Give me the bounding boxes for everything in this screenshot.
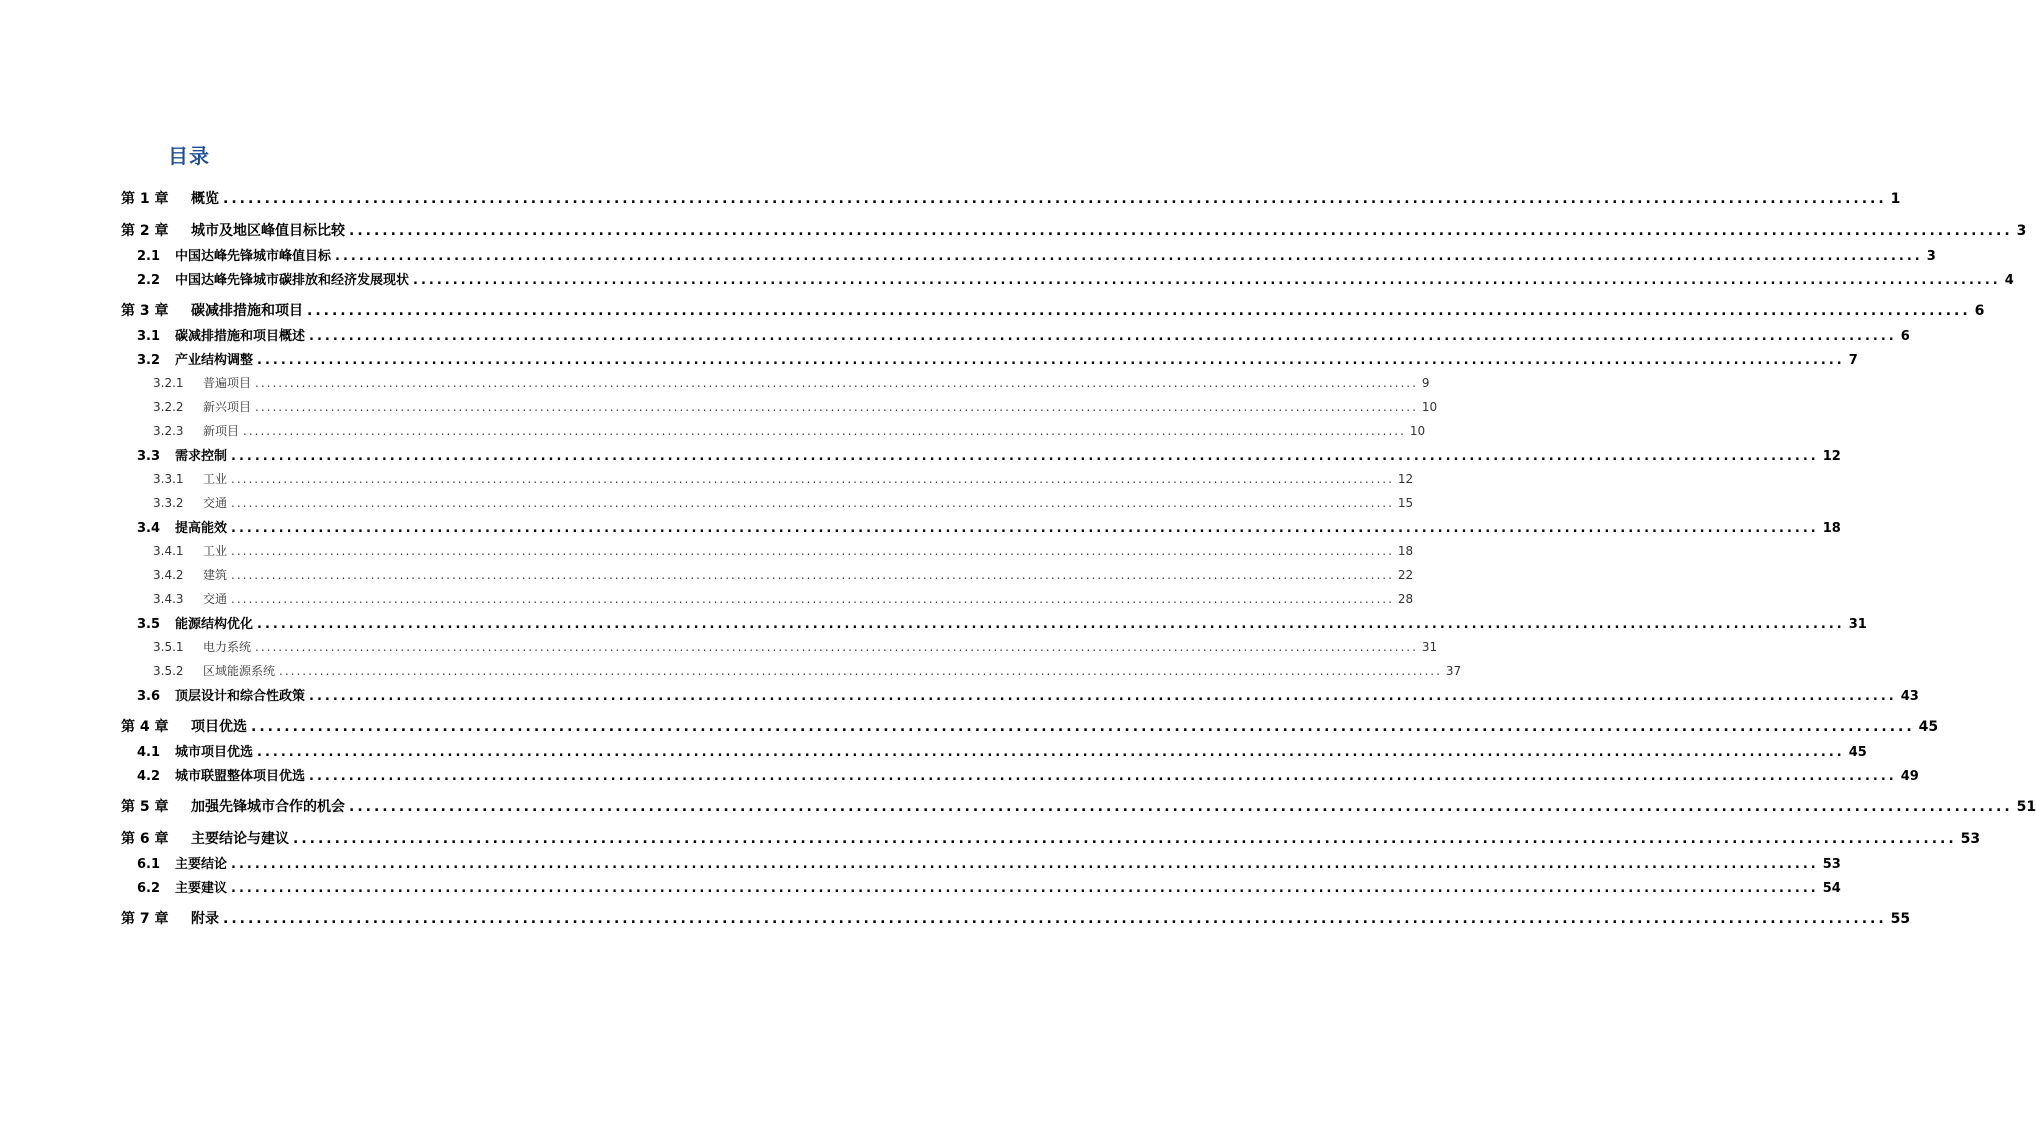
toc-entry-page: 6 xyxy=(1974,303,1985,319)
toc-entry-page: 45 xyxy=(1848,745,1867,760)
toc-entry-page: 12 xyxy=(1822,449,1841,464)
toc-entry-number: 3.2.1 xyxy=(153,376,184,390)
toc-entry-text: 工业 xyxy=(203,472,228,486)
toc-entry-text: 交通 xyxy=(203,496,228,510)
toc-entry-page: 4 xyxy=(2004,273,2014,288)
toc-entry[interactable] xyxy=(121,908,1911,928)
toc-entry[interactable] xyxy=(153,590,1414,607)
toc-entry[interactable] xyxy=(121,796,2036,816)
toc-entry[interactable] xyxy=(137,325,1910,344)
dot-leader: ........................................................................................................................................................................................................ xyxy=(231,881,1819,896)
dot-leader: ........................................................................................................................................................................................................ xyxy=(231,857,1819,872)
toc-entry[interactable] xyxy=(121,300,1985,320)
toc-entry-page: 55 xyxy=(1890,911,1911,927)
toc-entry-number: 3.1 xyxy=(137,329,161,344)
toc-entry-number: 4.1 xyxy=(137,745,161,760)
dot-leader: ........................................................................................................................................................................................................ xyxy=(309,689,1897,704)
dot-leader: ........................................................................................................................................................................................................ xyxy=(335,249,1923,264)
toc-entry-text: 城市项目优选 xyxy=(175,745,254,760)
toc-entry-number: 3.2.3 xyxy=(153,424,184,438)
toc-entry-number: 第 6 章 xyxy=(121,831,169,847)
toc-entry-page: 45 xyxy=(1918,719,1939,735)
toc-entry-number: 3.3.2 xyxy=(153,496,184,510)
toc-entry-number: 3.2.2 xyxy=(153,400,184,414)
toc-entry-page: 43 xyxy=(1900,689,1919,704)
toc-entry-number: 3.5.2 xyxy=(153,664,184,678)
toc-entry[interactable] xyxy=(137,877,1841,896)
dot-leader: ........................................................................................................................................................................................................ xyxy=(231,568,1394,582)
toc-entry-text: 工业 xyxy=(203,544,228,558)
dot-leader: ........................................................................................................................................................................................................ xyxy=(255,640,1418,654)
toc-entry-number: 3.4.3 xyxy=(153,592,184,606)
toc-entry-page: 7 xyxy=(1848,353,1858,368)
toc-entry-number: 3.5.1 xyxy=(153,640,184,654)
dot-leader: ........................................................................................................................................................................................................ xyxy=(231,472,1394,486)
toc-entry[interactable] xyxy=(121,716,1939,736)
toc-entry-text: 加强先锋城市合作的机会 xyxy=(191,799,345,815)
toc-entry-text: 新兴项目 xyxy=(203,400,252,414)
toc-entry[interactable] xyxy=(137,517,1841,536)
toc-entry-number: 3.6 xyxy=(137,689,161,704)
toc-entry[interactable] xyxy=(153,398,1438,415)
dot-leader: ........................................................................................................................................................................................................ xyxy=(349,223,2013,239)
toc-entry[interactable] xyxy=(137,685,1919,704)
toc-entry-page: 28 xyxy=(1397,592,1414,606)
toc-entry[interactable] xyxy=(137,741,1867,760)
toc-entry-number: 第 4 章 xyxy=(121,719,169,735)
toc-entry-text: 主要结论与建议 xyxy=(191,831,289,847)
toc-entry-page: 1 xyxy=(1890,191,1901,207)
toc-entry-page: 12 xyxy=(1397,472,1414,486)
toc-entry-page: 3 xyxy=(2016,223,2027,239)
toc-entry[interactable] xyxy=(121,220,2027,240)
toc-title: 目录 xyxy=(168,144,210,168)
toc-entry-page: 18 xyxy=(1397,544,1414,558)
toc-entry-page: 9 xyxy=(1421,376,1430,390)
toc-entry[interactable] xyxy=(153,494,1414,511)
toc-entry-text: 顶层设计和综合性政策 xyxy=(175,689,306,704)
toc-entry-text: 交通 xyxy=(203,592,228,606)
dot-leader: ........................................................................................................................................................................................................ xyxy=(349,799,2013,815)
toc-entry[interactable] xyxy=(137,245,1936,264)
dot-leader: ........................................................................................................................................................................................................ xyxy=(231,496,1394,510)
toc-entry-number: 第 1 章 xyxy=(121,191,169,207)
toc-entry-page: 53 xyxy=(1822,857,1841,872)
toc-entry-number: 3.4.2 xyxy=(153,568,184,582)
toc-entry-number: 2.1 xyxy=(137,249,161,264)
toc-entry-text: 中国达峰先锋城市峰值目标 xyxy=(175,249,332,264)
dot-leader: ........................................................................................................................................................................................................ xyxy=(231,544,1394,558)
toc-entry-text: 概览 xyxy=(191,191,219,207)
toc-entry-text: 能源结构优化 xyxy=(175,617,254,632)
toc-entry-text: 主要建议 xyxy=(175,881,228,896)
toc-entry-number: 第 2 章 xyxy=(121,223,169,239)
toc-entry-text: 碳减排措施和项目概述 xyxy=(175,329,306,344)
toc-entry-number: 6.2 xyxy=(137,881,161,896)
dot-leader: ........................................................................................................................................................................................................ xyxy=(293,831,1957,847)
toc-entry-page: 15 xyxy=(1397,496,1414,510)
toc-entry-number: 第 5 章 xyxy=(121,799,169,815)
toc-entry-number: 第 7 章 xyxy=(121,911,169,927)
dot-leader: ........................................................................................................................................................................................................ xyxy=(309,769,1897,784)
toc-entry-number: 3.2 xyxy=(137,353,161,368)
toc-entry-page: 6 xyxy=(1900,329,1910,344)
toc-entry-page: 53 xyxy=(1960,831,1981,847)
toc-entry-text: 提高能效 xyxy=(175,521,228,536)
dot-leader: ........................................................................................................................................................................................................ xyxy=(413,273,2001,288)
toc-entry-text: 电力系统 xyxy=(203,640,252,654)
dot-leader: ........................................................................................................................................................................................................ xyxy=(307,303,1971,319)
dot-leader: ........................................................................................................................................................................................................ xyxy=(255,400,1418,414)
toc-entry[interactable] xyxy=(153,422,1426,439)
dot-leader: ........................................................................................................................................................................................................ xyxy=(243,424,1406,438)
toc-entry-page: 3 xyxy=(1926,249,1936,264)
toc-entry[interactable] xyxy=(153,374,1430,391)
dot-leader: ........................................................................................................................................................................................................ xyxy=(257,745,1845,760)
toc-entry-text: 新项目 xyxy=(203,424,240,438)
dot-leader: ........................................................................................................................................................................................................ xyxy=(255,376,1418,390)
toc-entry[interactable] xyxy=(153,662,1462,679)
toc-entry[interactable] xyxy=(137,853,1841,872)
toc-entry[interactable] xyxy=(137,613,1867,632)
toc-entry-page: 10 xyxy=(1409,424,1426,438)
toc-entry-number: 3.3.1 xyxy=(153,472,184,486)
toc-entry-number: 4.2 xyxy=(137,769,161,784)
toc-entry-number: 第 3 章 xyxy=(121,303,169,319)
dot-leader: ........................................................................................................................................................................................................ xyxy=(309,329,1897,344)
toc-entry[interactable] xyxy=(153,470,1414,487)
toc-entry-page: 22 xyxy=(1397,568,1414,582)
dot-leader: ........................................................................................................................................................................................................ xyxy=(257,353,1845,368)
toc-entry-page: 31 xyxy=(1848,617,1867,632)
toc-entry-number: 3.3 xyxy=(137,449,161,464)
toc-entry-number: 2.2 xyxy=(137,273,161,288)
toc-entry-text: 碳减排措施和项目 xyxy=(191,303,303,319)
toc-entry-text: 中国达峰先锋城市碳排放和经济发展现状 xyxy=(175,273,410,288)
toc-entry-text: 城市及地区峰值目标比较 xyxy=(191,223,345,239)
dot-leader: ........................................................................................................................................................................................................ xyxy=(251,719,1915,735)
toc-entry-text: 城市联盟整体项目优选 xyxy=(175,769,306,784)
dot-leader: ........................................................................................................................................................................................................ xyxy=(223,911,1887,927)
toc-entry-number: 6.1 xyxy=(137,857,161,872)
dot-leader: ........................................................................................................................................................................................................ xyxy=(231,449,1819,464)
toc-entry-number: 3.4 xyxy=(137,521,161,536)
toc-entry-page: 54 xyxy=(1822,881,1841,896)
toc-entry-page: 49 xyxy=(1900,769,1919,784)
toc-entry[interactable] xyxy=(137,349,1858,368)
toc-entry-page: 31 xyxy=(1421,640,1438,654)
toc-entry-page: 18 xyxy=(1822,521,1841,536)
dot-leader: ........................................................................................................................................................................................................ xyxy=(223,191,1887,207)
toc-entry-page: 37 xyxy=(1445,664,1462,678)
toc-entry-text: 普遍项目 xyxy=(203,376,252,390)
toc-entry[interactable] xyxy=(121,188,1901,208)
toc-entry-page: 10 xyxy=(1421,400,1438,414)
dot-leader: ........................................................................................................................................................................................................ xyxy=(257,617,1845,632)
toc-entry[interactable] xyxy=(153,542,1414,559)
toc-entry[interactable] xyxy=(153,638,1438,655)
dot-leader: ........................................................................................................................................................................................................ xyxy=(279,664,1442,678)
toc-entry-text: 产业结构调整 xyxy=(175,353,254,368)
toc-entry-text: 主要结论 xyxy=(175,857,228,872)
toc-entry-text: 项目优选 xyxy=(191,719,247,735)
toc-entry[interactable] xyxy=(137,765,1919,784)
toc-entry-text: 建筑 xyxy=(203,568,228,582)
toc-entry-number: 3.4.1 xyxy=(153,544,184,558)
toc-entry-text: 附录 xyxy=(191,911,219,927)
toc-entry[interactable] xyxy=(137,269,2014,288)
toc-entry[interactable] xyxy=(137,445,1841,464)
toc-entry[interactable] xyxy=(153,566,1414,583)
toc-entry[interactable] xyxy=(121,828,1981,848)
toc-entry-number: 3.5 xyxy=(137,617,161,632)
toc-entry-text: 区域能源系统 xyxy=(203,664,276,678)
toc-entry-text: 需求控制 xyxy=(175,449,228,464)
toc-entry-page: 51 xyxy=(2016,799,2036,815)
dot-leader: ........................................................................................................................................................................................................ xyxy=(231,521,1819,536)
dot-leader: ........................................................................................................................................................................................................ xyxy=(231,592,1394,606)
